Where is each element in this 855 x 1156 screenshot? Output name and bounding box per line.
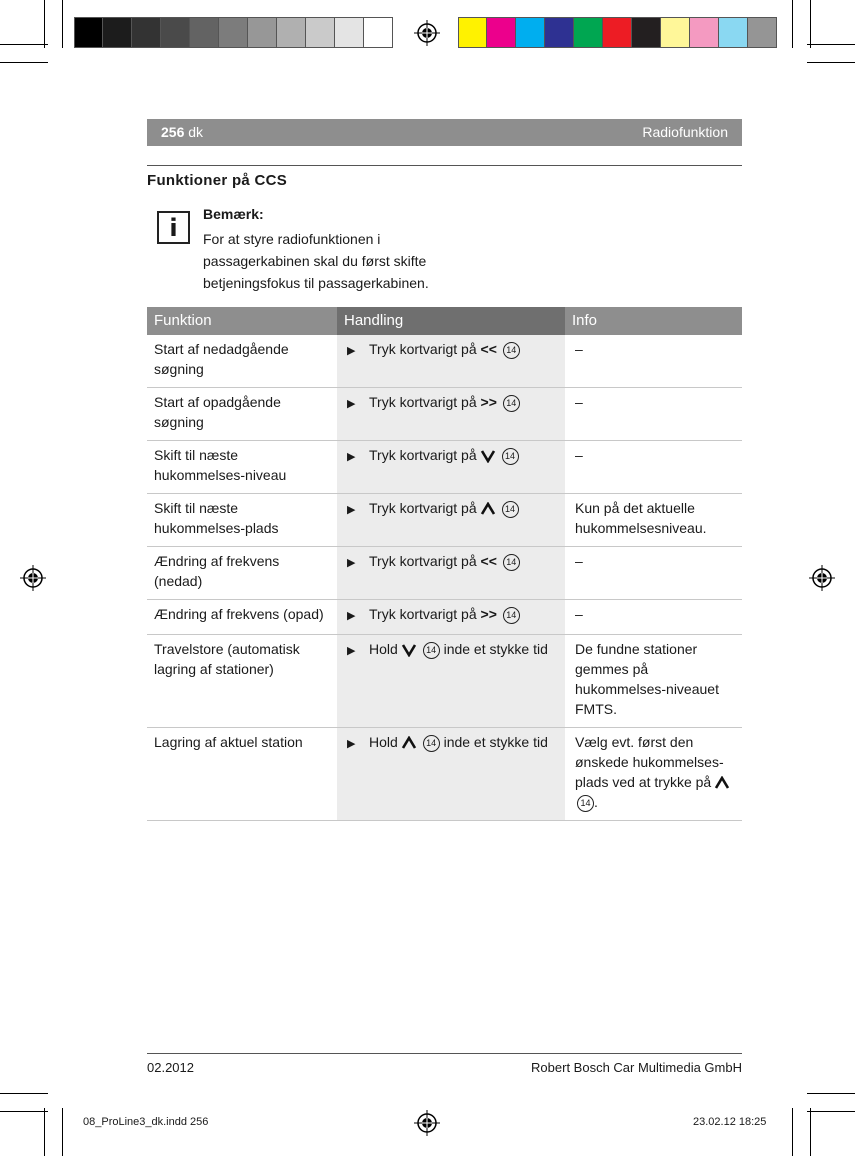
funktion-cell: Skift til næste hukommelses-plads: [154, 500, 279, 536]
bullet-triangle-icon: ▶: [347, 504, 356, 516]
button-number-badge: 14: [503, 607, 520, 624]
table-body: [147, 335, 742, 821]
funktion-cell: Start af opadgående søgning: [154, 394, 281, 430]
crop-mark: [0, 1111, 48, 1112]
button-number-badge: 14: [502, 448, 519, 465]
table-row: [147, 388, 742, 441]
handling-cell: [337, 335, 565, 387]
funktion-cell: Skift til næste hukommelses-niveau: [154, 447, 287, 483]
table-row: [147, 547, 742, 600]
slug-file: 08_ProLine3_dk.indd 256: [83, 1116, 209, 1128]
chevron-up-icon: [714, 776, 730, 790]
bullet-triangle-icon: ▶: [347, 645, 356, 657]
handling-text: Tryk kortvarigt på: [369, 394, 477, 410]
color-swatch: [74, 17, 103, 48]
slug-timestamp: 23.02.12 18:25: [693, 1116, 767, 1128]
footer-company: Robert Bosch Car Multimedia GmbH: [531, 1060, 742, 1075]
grayscale-colorbar: [74, 17, 393, 48]
crop-mark: [44, 1108, 45, 1156]
info-cell: [565, 441, 742, 493]
crop-mark: [62, 0, 63, 48]
crop-mark: [792, 0, 793, 48]
handling-text: Hold: [369, 734, 398, 750]
color-swatch: [603, 17, 632, 48]
footer-rule: [147, 1053, 742, 1054]
color-swatch: [516, 17, 545, 48]
bullet-triangle-icon: ▶: [347, 398, 356, 410]
column-header-info: Info: [572, 312, 598, 329]
info-text: –: [575, 447, 583, 463]
color-swatch: [190, 17, 219, 48]
key-symbol: <<: [476, 553, 497, 569]
button-number-badge: 14: [423, 735, 440, 752]
crop-mark: [807, 44, 855, 45]
info-cell: [565, 728, 742, 820]
color-swatch: [661, 17, 690, 48]
note-title: Bemærk:: [203, 206, 264, 222]
page-number: [161, 124, 203, 140]
crop-mark: [44, 0, 45, 48]
bullet-triangle-icon: ▶: [347, 557, 356, 569]
header-rule: [147, 165, 742, 166]
handling-cell: [337, 494, 565, 546]
color-swatch: [719, 17, 748, 48]
bullet-triangle-icon: ▶: [347, 610, 356, 622]
info-icon: i: [157, 211, 190, 244]
handling-text: Tryk kortvarigt på: [369, 447, 477, 463]
crop-mark: [0, 62, 48, 63]
bullet-triangle-icon: ▶: [347, 738, 356, 750]
color-swatch: [103, 17, 132, 48]
page-title: Funktioner på CCS: [147, 172, 288, 189]
crop-mark: [0, 1093, 48, 1094]
handling-text: Hold: [369, 641, 398, 657]
crop-mark: [62, 1108, 63, 1156]
registration-mark-icon: [414, 20, 440, 46]
handling-text-suffix: inde et stykke tid: [443, 641, 548, 657]
key-symbol: >>: [476, 606, 497, 622]
color-swatch: [161, 17, 190, 48]
info-text: Kun på det aktuelle hukommelsesniveau.: [575, 500, 707, 536]
color-swatch: [306, 17, 335, 48]
info-text: De fundne stationer gemmes på hukommelses-niveauet FMTS.: [575, 641, 719, 717]
info-text: –: [575, 606, 583, 622]
handling-cell: [337, 441, 565, 493]
info-text: –: [575, 394, 583, 410]
section-title: Radiofunktion: [642, 124, 728, 140]
handling-cell: [337, 600, 565, 634]
color-swatch: [335, 17, 364, 48]
table-row: [147, 635, 742, 728]
info-cell: [565, 600, 742, 634]
key-symbol: <<: [476, 341, 497, 357]
crop-mark: [810, 1108, 811, 1156]
color-swatch: [545, 17, 574, 48]
handling-cell: [337, 388, 565, 440]
page-number-value: 256: [161, 124, 185, 140]
color-swatch: [132, 17, 161, 48]
function-table: [147, 307, 742, 821]
color-swatch: [219, 17, 248, 48]
button-number-badge: 14: [577, 795, 594, 812]
process-colorbar: [458, 17, 777, 48]
funktion-cell: Start af nedadgående søgning: [154, 341, 289, 377]
funktion-cell: Lagring af aktuel station: [154, 734, 303, 750]
color-swatch: [690, 17, 719, 48]
table-row: [147, 728, 742, 821]
table-row: [147, 494, 742, 547]
note-line: betjeningsfokus til passagerkabinen.: [203, 275, 429, 291]
color-swatch: [248, 17, 277, 48]
chevron-down-icon: [401, 643, 417, 657]
funktion-cell: Ændring af frekvens (opad): [154, 606, 324, 622]
table-header: [147, 307, 742, 335]
crop-mark: [807, 1111, 855, 1112]
column-header-funktion: Funktion: [154, 312, 212, 329]
button-number-badge: 14: [503, 395, 520, 412]
handling-text: Tryk kortvarigt på: [369, 606, 477, 622]
note-line: passagerkabinen skal du først skifte: [203, 253, 427, 269]
info-cell: [565, 335, 742, 387]
color-swatch: [458, 17, 487, 48]
table-row: [147, 600, 742, 635]
button-number-badge: 14: [502, 501, 519, 518]
registration-mark-icon: [20, 565, 46, 591]
funktion-cell: Travelstore (automatisk lagring af stationer): [154, 641, 300, 677]
crop-mark: [792, 1108, 793, 1156]
info-cell: [565, 388, 742, 440]
info-cell: [565, 635, 742, 727]
color-swatch: [748, 17, 777, 48]
info-cell: [565, 547, 742, 599]
crop-mark: [810, 0, 811, 48]
language-code: dk: [188, 124, 204, 140]
crop-mark: [807, 1093, 855, 1094]
color-swatch: [277, 17, 306, 48]
info-text: Vælg evt. først den ønskede hukommelses-plads ved at trykke på: [575, 734, 724, 790]
note-text: [203, 228, 443, 294]
bullet-triangle-icon: ▶: [347, 451, 356, 463]
table-row: [147, 441, 742, 494]
handling-text: Tryk kortvarigt på: [369, 553, 477, 569]
color-swatch: [632, 17, 661, 48]
handling-text-suffix: inde et stykke tid: [443, 734, 548, 750]
info-text: –: [575, 553, 583, 569]
key-symbol: >>: [476, 394, 497, 410]
handling-cell: [337, 728, 565, 820]
funktion-cell: Ændring af frekvens (nedad): [154, 553, 280, 589]
handling-cell: [337, 547, 565, 599]
button-number-badge: 14: [503, 554, 520, 571]
button-number-badge: 14: [503, 342, 520, 359]
running-header: [147, 119, 742, 146]
info-text-end: .: [594, 794, 598, 810]
chevron-down-icon: [480, 449, 496, 463]
table-row: [147, 335, 742, 388]
note-line: For at styre radiofunktionen i: [203, 231, 381, 247]
chevron-up-icon: [401, 736, 417, 750]
handling-cell: [337, 635, 565, 727]
footer-date: 02.2012: [147, 1060, 194, 1075]
bullet-triangle-icon: ▶: [347, 345, 356, 357]
registration-mark-icon: [809, 565, 835, 591]
color-swatch: [364, 17, 393, 48]
chevron-up-icon: [480, 502, 496, 516]
info-cell: [565, 494, 742, 546]
crop-mark: [0, 44, 48, 45]
button-number-badge: 14: [423, 642, 440, 659]
column-header-handling: Handling: [337, 307, 565, 335]
registration-mark-icon: [414, 1110, 440, 1136]
color-swatch: [574, 17, 603, 48]
color-swatch: [487, 17, 516, 48]
handling-text: Tryk kortvarigt på: [369, 341, 477, 357]
info-text: –: [575, 341, 583, 357]
handling-text: Tryk kortvarigt på: [369, 500, 477, 516]
crop-mark: [807, 62, 855, 63]
